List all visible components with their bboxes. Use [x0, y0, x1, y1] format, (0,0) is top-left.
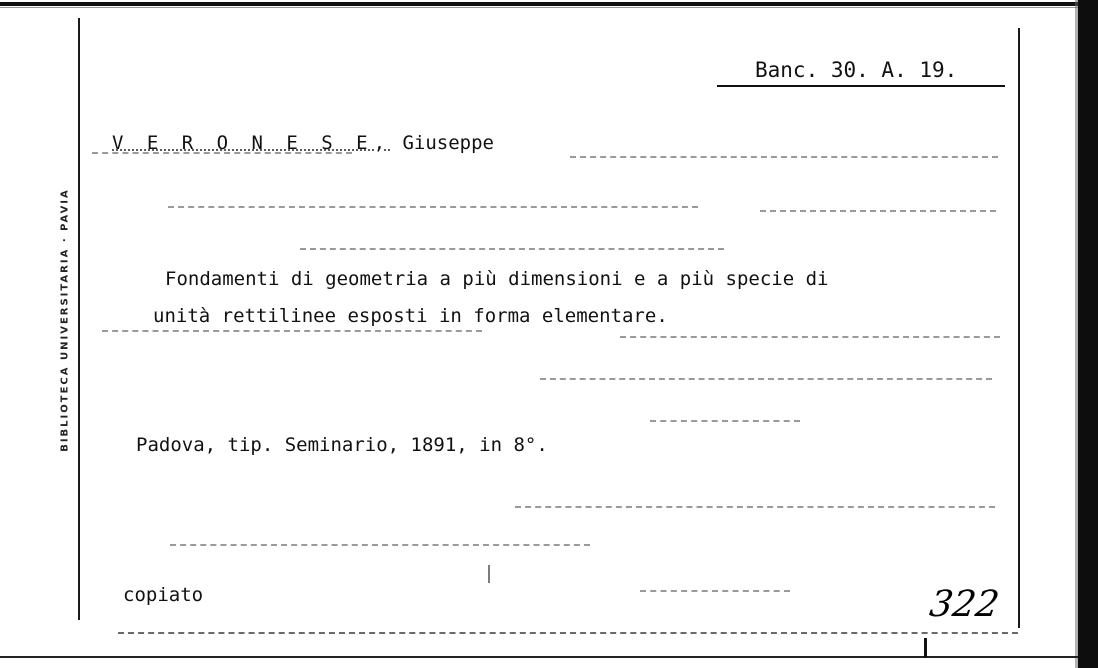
ruled-line [620, 336, 1000, 338]
top-border [0, 2, 1085, 6]
ruled-line [118, 632, 1018, 634]
ruled-line [168, 206, 698, 208]
ruled-line [540, 378, 992, 380]
ruled-line [170, 544, 590, 546]
ruled-line [515, 506, 995, 508]
shelfmark-underline [717, 85, 1005, 87]
ruled-line [760, 210, 996, 212]
ruled-line [300, 248, 724, 250]
top-border-shadow [0, 7, 1085, 8]
ruled-line [102, 330, 482, 332]
imprint: Padova, tip. Seminario, 1891, in 8°. [136, 434, 548, 456]
ruled-line [640, 590, 790, 592]
bottom-border [0, 656, 1078, 658]
author-heading [112, 132, 494, 154]
right-edge [1078, 0, 1098, 668]
ruled-line [92, 152, 352, 154]
shelfmark: Banc. 30. A. 19. [755, 58, 958, 82]
ruled-line [570, 156, 998, 158]
right-margin-rule [1018, 28, 1020, 628]
author-surname: V E R O N E S E, [112, 132, 392, 154]
ink-mark [924, 638, 927, 658]
author-given-name: Giuseppe [402, 132, 494, 154]
copied-note: copiato [123, 584, 204, 606]
ink-mark [488, 565, 490, 583]
ruled-line [650, 420, 800, 422]
left-margin-rule [78, 18, 80, 620]
title-line-1: Fondamenti di geometria a più dimensioni e a più specie di [165, 268, 829, 290]
title-line-2: unità rettilinee esposti in forma elementare. [153, 305, 668, 327]
library-stamp: BIBLIOTECA UNIVERSITARIA · PAVIA [59, 188, 71, 452]
handwritten-number: 322 [927, 584, 1002, 625]
